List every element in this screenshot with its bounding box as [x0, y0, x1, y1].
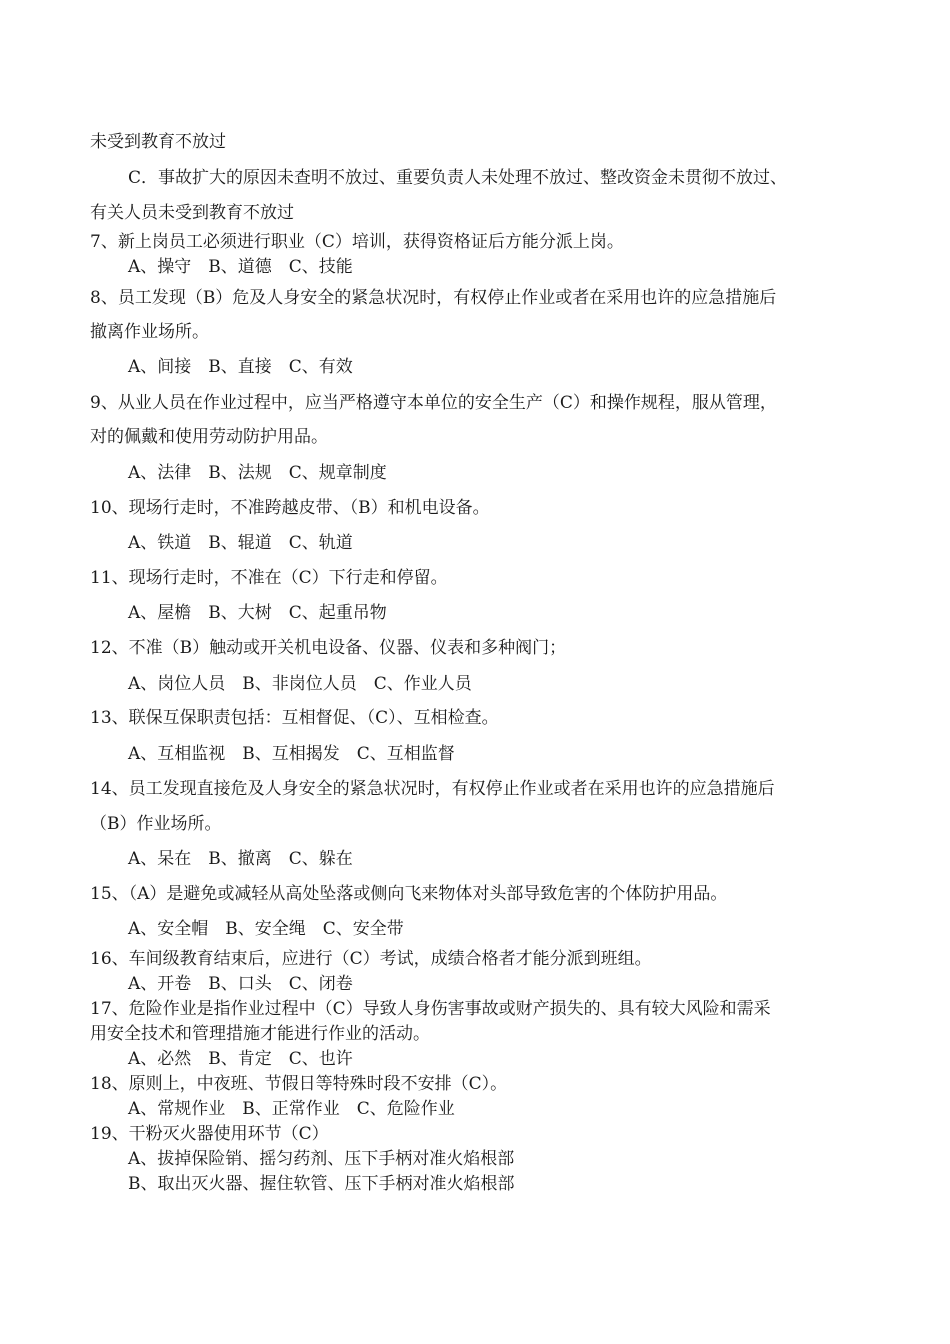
options-17: A、必然 B、肯定 C、也许 [128, 1049, 353, 1069]
options-18: A、常规作业 B、正常作业 C、危险作业 [128, 1099, 455, 1119]
question-7: 7、新上岗员工必须进行职业（C）培训，获得资格证后方能分派上岗。 [90, 232, 624, 252]
options-15: A、安全帽 B、安全绳 C、安全带 [128, 919, 404, 939]
question-8: 8、员工发现（B）危及人身安全的紧急状况时，有权停止作业或者在采用也许的应急措施后 [90, 288, 777, 308]
option-19-b: B、取出灭火器、握住软管、压下手柄对准火焰根部 [128, 1174, 515, 1194]
options-13: A、互相监视 B、互相揭发 C、互相监督 [128, 744, 455, 764]
text-line: 用安全技术和管理措施才能进行作业的活动。 [90, 1024, 430, 1044]
options-12: A、岗位人员 B、非岗位人员 C、作业人员 [128, 674, 472, 694]
text-line: C．事故扩大的原因未查明不放过、重要负责人未处理不放过、整改资金未贯彻不放过、 [128, 168, 788, 188]
text-line: （B）作业场所。 [90, 814, 222, 834]
text-line: 未受到教育不放过 [90, 132, 226, 152]
options-16: A、开卷 B、口头 C、闭卷 [128, 974, 353, 994]
question-12: 12、不准（B）触动或开关机电设备、仪器、仪表和多种阀门； [90, 638, 567, 658]
options-8: A、间接 B、直接 C、有效 [128, 357, 353, 377]
text-line: 有关人员未受到教育不放过 [90, 203, 294, 223]
question-9: 9、从业人员在作业过程中，应当严格遵守本单位的安全生产（C）和操作规程，服从管理， [90, 393, 777, 413]
text-line: 撤离作业场所。 [90, 322, 209, 342]
question-15: 15、（A）是避免或减轻从高处坠落或侧向飞来物体对头部导致危害的个体防护用品。 [90, 884, 728, 904]
question-19: 19、干粉灭火器使用环节（C） [90, 1124, 329, 1144]
options-11: A、屋檐 B、大树 C、起重吊物 [128, 603, 387, 623]
options-9: A、法律 B、法规 C、规章制度 [128, 463, 387, 483]
question-14: 14、员工发现直接危及人身安全的紧急状况时，有权停止作业或者在采用也许的应急措施后 [90, 779, 775, 799]
question-13: 13、联保互保职责包括：互相督促、（C）、互相检查。 [90, 708, 499, 728]
options-10: A、铁道 B、辊道 C、轨道 [128, 533, 353, 553]
question-17: 17、危险作业是指作业过程中（C）导致人身伤害事故或财产损失的、具有较大风险和需采 [90, 999, 771, 1019]
question-16: 16、车间级教育结束后，应进行（C）考试，成绩合格者才能分派到班组。 [90, 949, 652, 969]
options-7: A、操守 B、道德 C、技能 [128, 257, 353, 277]
text-line: 对的佩戴和使用劳动防护用品。 [90, 427, 328, 447]
question-11: 11、现场行走时，不准在（C）下行走和停留。 [90, 568, 448, 588]
options-14: A、呆在 B、撤离 C、躲在 [128, 849, 353, 869]
question-10: 10、现场行走时，不准跨越皮带、（B）和机电设备。 [90, 498, 490, 518]
option-19-a: A、拔掉保险销、摇匀药剂、压下手柄对准火焰根部 [128, 1149, 515, 1169]
question-18: 18、原则上，中夜班、节假日等特殊时段不安排（C）。 [90, 1074, 508, 1094]
